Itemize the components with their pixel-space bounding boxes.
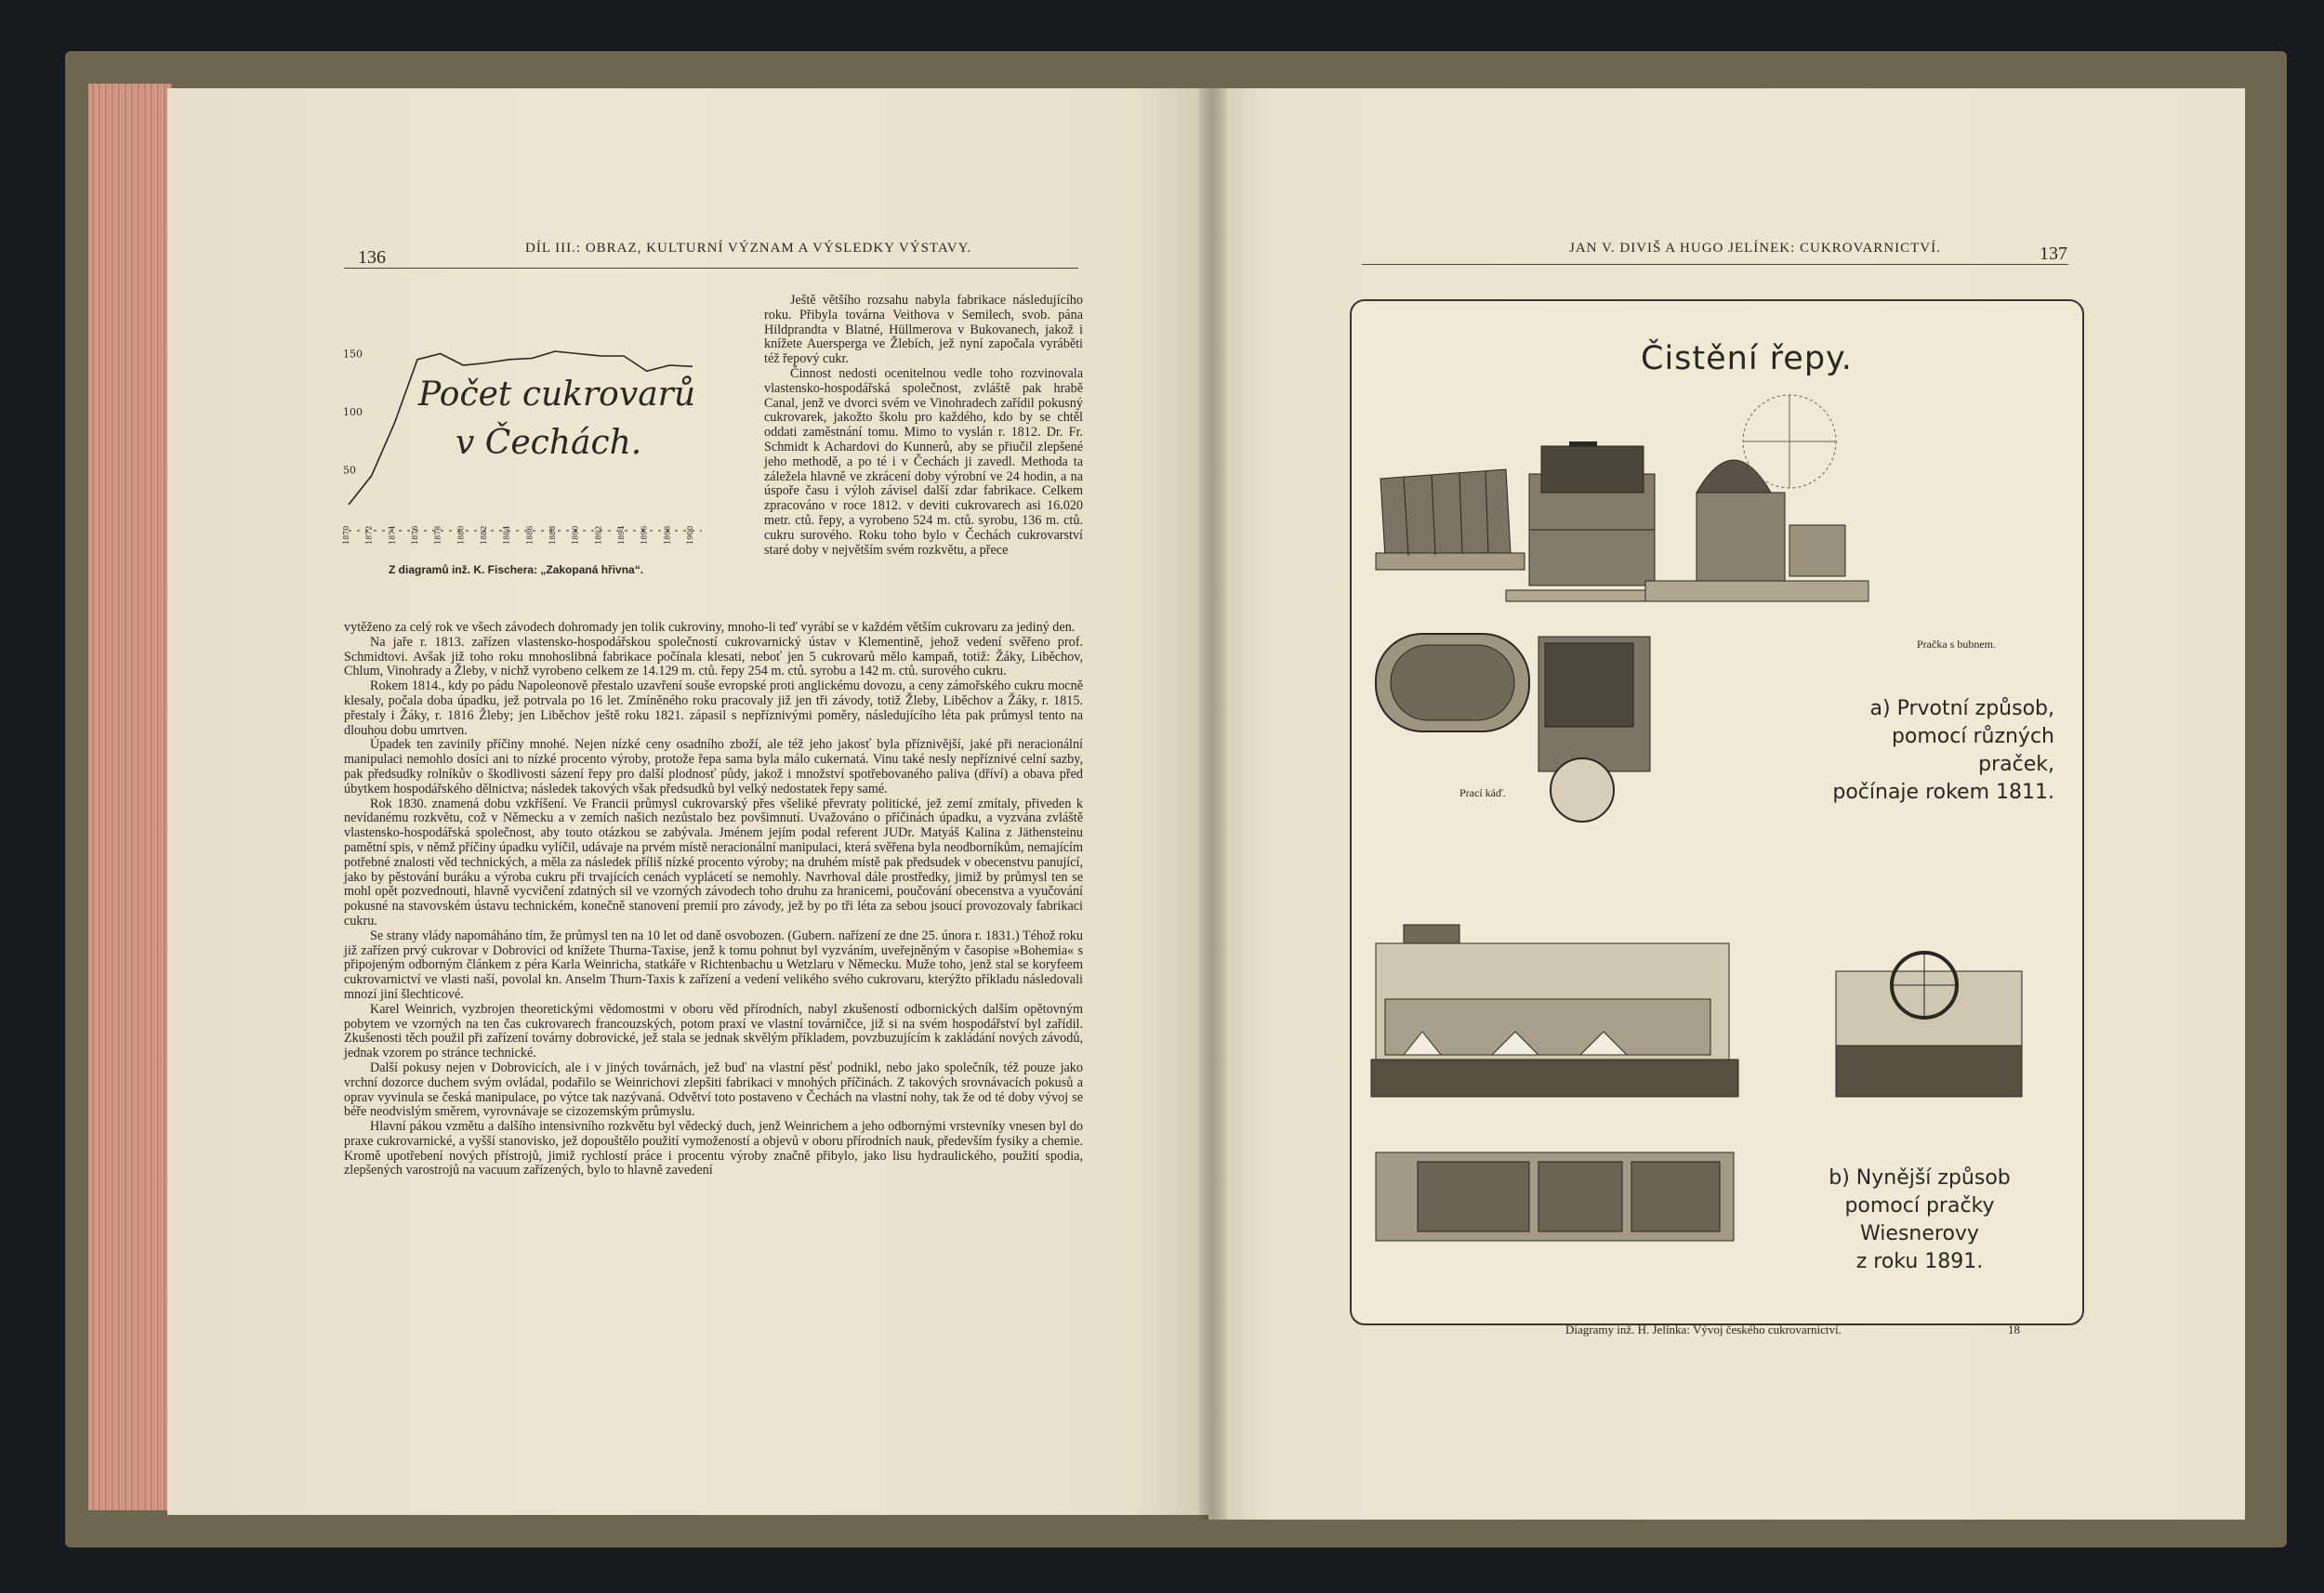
chart-x-tick-label: 1872 [364, 525, 374, 545]
chart-x-tick-label: 1878 [433, 525, 442, 545]
chart-y-tick-label: 100 [343, 406, 363, 418]
chart-x-tick-label: 1886 [525, 525, 535, 545]
caption-b-line: b) Nynější způsob [1829, 1166, 2011, 1190]
book-gutter [1199, 88, 1227, 1520]
chart-x-tick-label: 1896 [640, 525, 649, 545]
drum-washer-side-view [1506, 441, 1692, 601]
drum-washer-machine [1645, 395, 1868, 601]
chart-y-tick-label: 50 [343, 464, 356, 477]
chart-x-tick-label: 1890 [571, 525, 580, 545]
wiesner-washer-side-view [1371, 925, 1738, 1097]
caption-a-line: a) Prvotní způsob, [1869, 697, 2054, 720]
wiesner-washer-top-view [1376, 1152, 1734, 1241]
plate-footer-caption: Diagramy inž. H. Jelínka: Vývoj českého cukrovarnictví. [1565, 1323, 1842, 1336]
caption-a-line: pomocí různých praček, [1891, 725, 2054, 776]
plate-title: Čistění řepy. [1641, 340, 1853, 377]
chart-x-tick-label: 1880 [456, 525, 466, 545]
paragraph: Úpadek ten zavinily příčiny mnohé. Nejen nízké ceny osadního zboží, ale též jeho jakosť byla příznivější, jaké při neracionální manipulaci nemohlo dosíci ani to nízké procento výroby, protože řepa sama byla málo cukernatá. Vinu také nesly nepříznivé celní sazby, pak předsudky rolníkův o škodlivosti sázení řepy pro další plodnosť půdy, jakož i množství spotřebovaného paliva (dříví) a obava před úbytkem hospodářského dělnictva; následek takových však předsudků byl velký nedostatek řepy samé. [344, 737, 1083, 796]
paragraph: Na jaře r. 1813. zařízen vlastensko-hospodářskou společností cukrovarnický ústav v Klementině, jehož vedení svěřeno prof. Schmidtovi. Avšak již toho roku mnohoslibná fabrikace počínala klesati, neboť jen 5 cukrovarů mělo kampaň, totiž: Žáky, Liběchov, Chlum, Vinohrady a Žleby, v nichž vyrobeno celkem ze 14.129 m. ctů. řepy 254 m. ctů. syrobu a 142 m. ctů. surového cukru. [344, 634, 1083, 679]
paragraph: Hlavní pákou vzmětu a dalšího intensivního rozkvětu byl vědecký duch, jenž Weinrichem a jeho odbornými vrstevníky vnesen byl do praxe cukrovarnické, a vyšší stanovisko, jež dopouštělo použití vymožeností a objevů v oboru přírodních nauk, především fysiky a chemie. Kromě upotřebení nových přístrojů, jimiž rychlostí práce i procentu výroby značně přibylo, jako lisu hydraulického, použití spodia, zlepšených varostrojů na vacuum zařízených, bylo to hlavně zavedení [344, 1119, 1083, 1178]
chart-x-tick-label: 1870 [342, 525, 350, 545]
wiesner-washer-end-view [1836, 953, 2022, 1097]
right-running-head: JAN V. DIVIŠ A HUGO JELÍNEK: CUKROVARNICTVÍ. [1569, 241, 1941, 256]
label-washer-drum: Pračka s bubnem. [1917, 638, 1996, 651]
paragraph: vytěženo za celý rok ve všech závodech dohromady jen tolik cukroviny, mnoho-li teď vyrábí se v každém větším cukrovaru za jediný den. [344, 620, 1076, 635]
chart-x-tick-label: 1882 [480, 525, 488, 545]
left-column-text [764, 294, 1083, 558]
chart-title-line2: v Čechách. [456, 424, 642, 462]
paragraph: Další pokusy nejen v Dobrovicích, ale i v jiných továrnách, jež buď na vlastní pěsť podnikl, nebo jako společník, též pouze jako vrchní dozorce duchem svým ovládal, podařilo se Weinrichovi zlepšiti fabrikaci v mnohých příčinách. Z takových srovnávacích pokusů a oprav vyvinula se česká manipulace, po výtce tak nazývaná. Odvětví toto postaveno v Čechách na vlastní nohy, tak že od té doby vývoj se béře neodvislým směrem, vyrovnávaje se cizozemským průmyslu. [344, 1060, 1083, 1120]
chart-caption: Z diagramů inž. K. Fischera: „Zakopaná hřivna“. [389, 563, 644, 576]
caption-b [1794, 1165, 2045, 1276]
left-page-number: 136 [358, 247, 386, 268]
paragraph: Činnost nedosti ocenitelnou vedle toho rozvinovala vlastensko-hospodářská společnost, zvláště pak hrabě Canal, jenž ve dvorci svém ve Vinohradech zařídil pokusný cukrovarek, jakožto školu pro každého, kdo by se chtěl oddati zaměstnání tomu. Mimo to vyslán r. 1812. Dr. Fr. Schmidt k Achardovi do Kunnerů, aby se přiučil zlepšené jeho methodě, a po té i v Čechách ji zavedl. Methoda ta záležela hlavně ve zkrácení doby výrobní ve 24 hodin, a na úspoře času i výloh závisel další zdar fabrikace. Celkem zpracováno v roce 1812. v deviti cukrovarech asi 16.020 metr. ctů. řepy, a vyrobeno 524 m. ctů. syrobu, 136 m. ctů. cukru surového. Roku toho bylo v Čechách cukrovarství staré doby v největším svém rozkvětu, a přece [764, 365, 1083, 558]
chart-x-tick-label: 1874 [388, 525, 397, 545]
caption-a-line: počínaje rokem 1811. [1832, 781, 2054, 804]
plate-footer-number: 18 [2008, 1323, 2020, 1336]
right-header-rule [1362, 264, 2068, 265]
paragraph: Se strany vlády napomáháno tím, že průmysl ten na 10 let od daně osvobozen. (Gubern. nařízení ze dne 25. února r. 1831.) Téhož roku již zařízen prvý cukrovar v Dobrovici od knížete Thurna-Taxise, jenž k tomu pohnut byl vyzváním, uveřejněným v časopise »Bohemia« s připojeným odborným článkem z péra Karla Weinricha, statkáře v Richtenbachu u Wetzlaru v Německu. Muže toho, jenž stal se koryfeem cukrovarnictví ve vlasti naší, povolal kn. Anselm Thurn-Taxis k zařízení a vedení velikého svého cukrovaru, kterýžto příkladu následovali mnozí jiní šlechticové. [344, 928, 1083, 1002]
paragraph: Rok 1830. znamená dobu vzkříšení. Ve Francii průmysl cukrovarský přes všeliké převraty politické, jež zemí zmítaly, přiveden k nevídanému rozkvětu, což v Německu a v zemích našich nezůstalo bez povšimnutí. Uvažováno o příčinách úpadku, a vyzvána zvláště vlastensko-hospodářská společnost, aby touto otázkou se zabývala. Jménem jejím podal referent JUDr. Matyáš Kalina z Jäthensteinu pamětní spis, v němž příčiny úpadku vylíčil, udávaje na prvém místě neracionální manipulaci, která svěřena byla neodborníkům, nemajícím potřebné znalosti věd technických, a měla za následek příliš nízké procento výroby; na druhém místě pak předsudek v obecenstvu panující, jako by pěstování buráku a výroba cukru při trvajících cenách vyplácetí se nemohly. Navrhoval dále prostředky, jimiž by průmysl ten se mohl opět pozvednouti, hlavně vycvičení zdatných sil ve vzorných závodech toho druhu za hranicemi, poučování obecenstva a vyučování pokusné na stavovském ústavu technickém, konečně stanovení premií pro závody, jež by po tři léta za sebou jsoucí provozovaly fabrikaci cukru. [344, 796, 1083, 928]
right-page-number: 137 [2040, 244, 2067, 264]
drum-washer-top-view [1538, 637, 1650, 822]
chart-x-tick-label: 1900 [686, 525, 694, 545]
chart-x-tick-label: 1876 [411, 525, 419, 545]
chart-x-tick-label: 1888 [548, 525, 557, 545]
paragraph: Karel Weinrich, vyzbrojen theoretickými vědomostmi v oboru věd přírodních, nabyl zkušeností odbornických dalším opětovným pobytem ve vzorných na ten čas cukrovarech francouzských, potom praxí ve vlastní továrničce, již si na svém hospodářství byl zařídil. Zkušenosti těch použil při zařízení továrny dobrovické, jež stala se jednak skvělým příkladem, povzbuzujícím k zakládání nových závodů, jednak vzorem po stránce technické. [344, 1001, 1083, 1061]
paragraph: Rokem 1814., kdy po pádu Napoleonově přestalo uzavření souše evropské proti anglickému dovozu, a ceny zámořského cukru mocně klesaly, počala doba úpadku, jež potrvala po 16 let. Zmíněného roku pracovaly již jen tři závody, totiž Žleby, Liběchov a Žáky, r. 1815. přestaly i Žáky, r. 1816 Žleby; jen Liběchov ještě roku 1821. zápasil s nepříznivými poměry, následujícího léta pak průmysl tento na dlouhou dobu umrtven. [344, 678, 1083, 738]
chart-y-tick-label: 150 [343, 348, 363, 361]
caption-b-line: z roku 1891. [1855, 1250, 1984, 1273]
label-wash-trough: Prací káď. [1459, 786, 1506, 799]
wash-tank-side-view [1376, 469, 1525, 570]
left-running-head: DÍL III.: OBRAZ, KULTURNÍ VÝZNAM A VÝSLEDKY VÝSTAVY. [525, 241, 972, 256]
left-full-width-text [344, 621, 1083, 1178]
line-chart [339, 296, 711, 556]
chart-x-tick-label: 1884 [502, 525, 511, 545]
chart-x-tick-label: 1892 [594, 525, 603, 545]
paragraph: Ještě většího rozsahu nabyla fabrikace následujícího roku. Přibyla továrna Veithova v Semilech, svob. pána Hildprandta v Blatné, Hüllmerova v Bukovanech, jakož i knížete Auersperga ve Žlebích, jež nyní započala vyráběti též řepový cukr. [764, 293, 1083, 367]
chart-x-tick-label: 1894 [617, 525, 626, 545]
chart-title-line1: Počet cukrovarů [418, 375, 696, 414]
chart-x-tick-label: 1898 [663, 525, 672, 545]
wash-trough-top-view [1376, 634, 1529, 731]
caption-a [1817, 695, 2054, 807]
page-edges [88, 84, 172, 1510]
caption-b-line: pomocí pračky Wiesnerovy [1844, 1194, 1995, 1245]
left-header-rule [344, 268, 1078, 269]
